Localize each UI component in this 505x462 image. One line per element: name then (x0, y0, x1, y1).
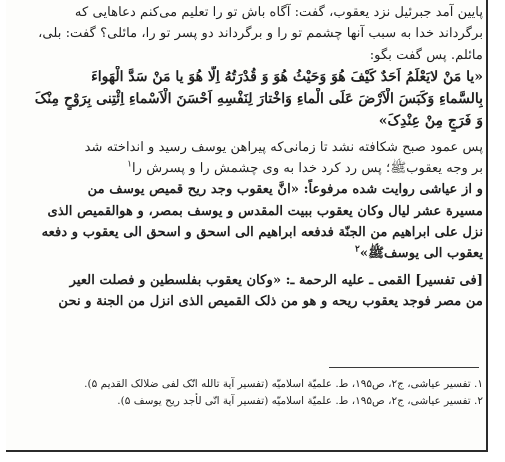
text-line: پایین آمد جبرئیل نزد یعقوب، گفت: آگاه باش تو را تعلیم می‌کنم دعاهایی که (74, 5, 483, 20)
footnote-ref: ۱ (127, 159, 132, 170)
text-segment: بر وجه یعقوبﷺ؛ پس رد کرد خدا به وی چشمش را و پسرش را (131, 161, 483, 177)
footnote-divider (329, 367, 479, 368)
footnote-item: ۲. تفسیر عیاشی، ج۲، ص۱۹۵، ط. علمیّة اسلامیّه (تفسیر آیة انّی لأجد ریح یوسف ۵). (117, 395, 483, 407)
text-line: مائلم. پس گفت بگو: (369, 47, 483, 63)
text-line: پس عمود صبح شکافته نشد تا زمانی‌که پیراهن یوسف رسید و انداخته شد (84, 139, 483, 155)
text-line: مسیرة عشر لیال وکان یعقوب ببیت المقدس و یوسف بمصر، و هوالقمیص الذی (47, 203, 483, 219)
footnotes (40, 376, 483, 410)
prayer-line: وَ فَرَجٍ مِنْ عِنْدِکَ» (378, 112, 483, 129)
prayer-line: بِالسَّماءِ وَکَبَسَ الْاَرْضَ عَلَی الْماءِ وَاخْتارَ لِنَفْسِهِ اَحْسَنَ الْاَسْماءِ اِئْتِنی بِرَوْحٍ مِنْکَ (34, 90, 483, 107)
text-line (14, 243, 483, 264)
footnote-ref: ۲ (355, 244, 360, 255)
text-line: نزل علی ابراهیم من الجنّة فدفعه ابراهیم الی اسحق و اسحق الی یعقوب و دفعه (41, 225, 483, 241)
prayer-line: «یا مَنْ لایَعْلَمُ اَحَدٌ کَیْفَ هُوَ وَحَیْثُ هُوَ وَ قُدْرَتُهُ اِلّا هُوَ یا مَنْ سَدَّ الْهَواءَ (91, 68, 483, 85)
footnote-item: ۱. تفسیر عیاشی، ج۲، ص۱۹۵، ط. علمیّة اسلامیّه (تفسیر آیة تالله انّک لفی ضلالک القدیم ۵). (84, 378, 483, 390)
text-line: من مصر فوجد یعقوب ریحه و هو من ذلک القمیص الذی انزل من الجنة و نحن (58, 293, 483, 309)
text-segment: یعقوب الی یوسفﷺ» (359, 246, 483, 262)
main-text (14, 2, 483, 312)
text-line: برگرداند خدا به سبب آنها چشمم تو را و برگرداند دو پسر تو را، مائلی؟ گفت: بلی، (38, 26, 483, 42)
text-line (14, 158, 483, 179)
text-line: [فی تفسیر] القمی ـ علیه الرحمة ـ: «وکان یعقوب بفلسطین و فصلت العیر (69, 272, 483, 288)
text-line: و از عیاشی روایت شده مرفوعاً: «انَّ یعقوب وجد ریح قمیص یوسف من (87, 182, 483, 198)
